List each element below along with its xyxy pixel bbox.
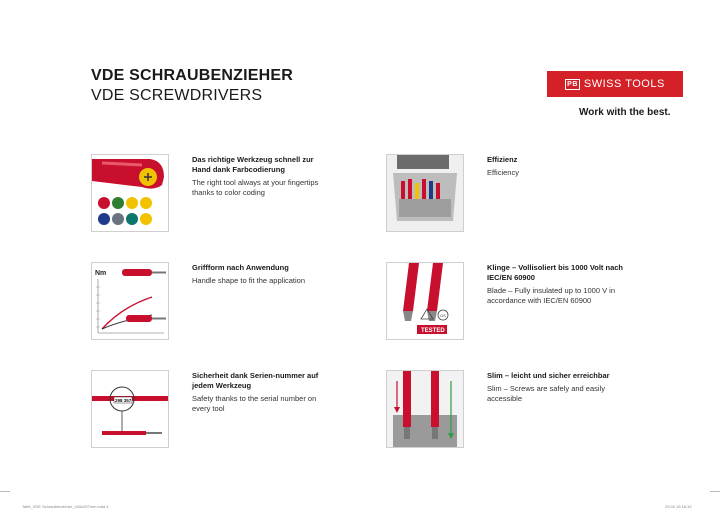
feature-title: Klinge – Vollisoliert bis 1000 Volt nach IEC/EN 60900 (487, 263, 624, 282)
feature-insulated-blade (487, 263, 627, 306)
tested-label: TESTED (421, 328, 445, 334)
crop-mark (710, 491, 720, 492)
feature-text: Handle shape to fit the application (192, 276, 305, 285)
serial-label: 298 357 (115, 398, 132, 403)
feature-text: Blade – Fully insulated up to 1000 V in accordance with IEC/EN 60900 (487, 286, 616, 305)
feature-handle-shape (192, 263, 332, 286)
page-title: VDE SCHRAUBENZIEHER (91, 67, 294, 84)
feature-title: Griffform nach Anwendung (192, 263, 289, 272)
brand-mark: PB (567, 80, 578, 88)
slim-blade-icon (386, 370, 464, 448)
color-coded-screwdriver-icon (91, 154, 169, 232)
feature-slim (487, 371, 627, 404)
nm-label: Nm (95, 270, 107, 277)
feature-title: Das richtige Werkzeug schnell zur Hand dank Farbcodierung (192, 155, 314, 174)
feature-text: Safety thanks to the serial number on every tool (192, 394, 317, 413)
feature-text: Efficiency (487, 168, 519, 177)
crop-mark (0, 491, 10, 492)
feature-color-coding (192, 155, 332, 198)
page-subtitle: VDE SCREWDRIVERS (91, 87, 263, 104)
feature-title: Slim – leicht und sicher erreichbar (487, 371, 610, 380)
feature-title: Sicherheit dank Serien-nummer auf jedem Werkzeug (192, 371, 319, 390)
gs-mark: GS (440, 313, 446, 318)
insulated-blade-icon (386, 262, 464, 340)
footer-file-info: Tafel_VDE Schraubenzieher_420x297mm.indd 4 (22, 504, 109, 509)
feature-serial-number (192, 371, 332, 414)
brand-name: SWISS TOOLS (583, 78, 665, 90)
footer-timestamp: 29.02.16 16:32 (665, 504, 692, 509)
tool-belt-icon (386, 154, 464, 232)
feature-text: The right tool always at your fingertips thanks to color coding (192, 178, 319, 197)
feature-text: Slim – Screws are safely and easily accessible (487, 384, 605, 403)
serial-number-icon (91, 370, 169, 448)
feature-title: Effizienz (487, 155, 518, 164)
torque-chart-icon (91, 262, 169, 340)
slogan: Work with the best. (579, 107, 671, 118)
brand-logo (547, 71, 683, 97)
feature-efficiency (487, 155, 627, 178)
